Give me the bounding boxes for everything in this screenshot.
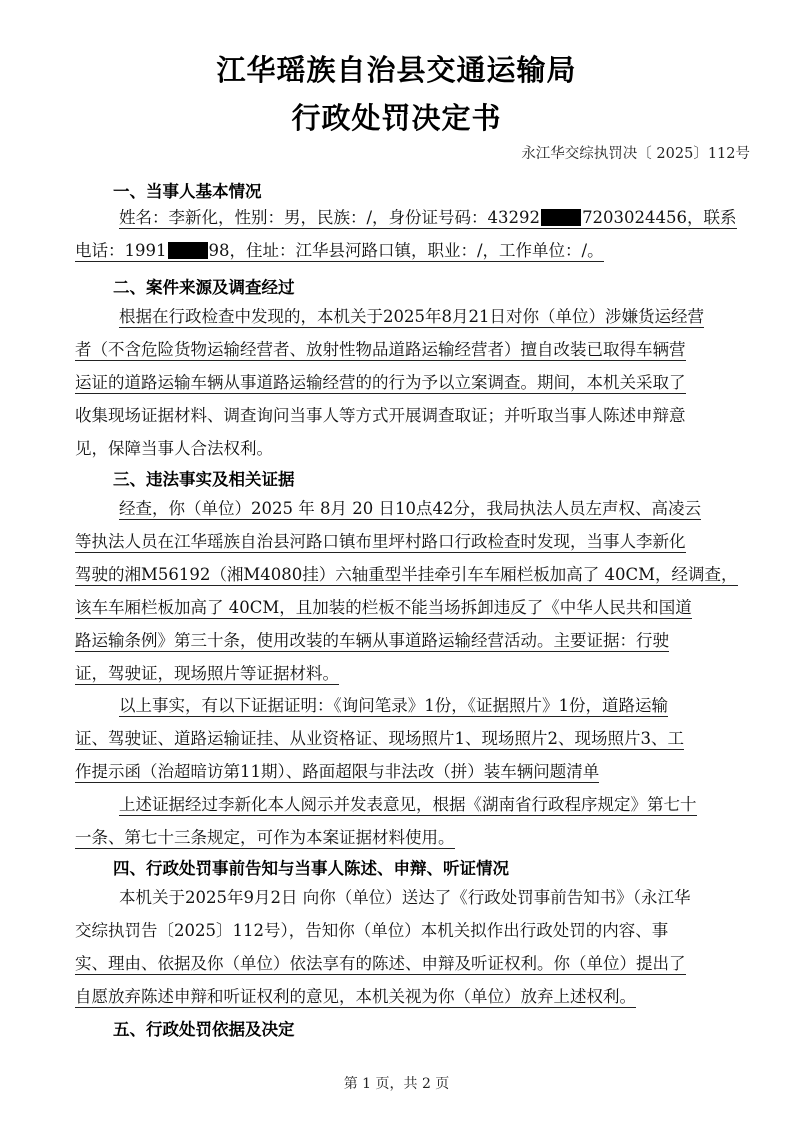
section-heading-facts-evidence: 三、违法事实及相关证据 — [113, 470, 295, 489]
notice-line: 交综执罚告〔2025〕112号），告知你（单位）本机关拟作出行政处罚的内容、事 — [75, 921, 669, 940]
facts-line: 该车车厢栏板加高了 40CM，且加装的栏板不能当场拆卸违反了《中华人民共和国道 — [75, 598, 692, 617]
facts-line: 经查，你（单位）2025 年 8月 20 日10点42分，我局执法人员左声权、高凌云 — [119, 499, 701, 518]
section-heading-prior-notice: 四、行政处罚事前告知与当事人陈述、申辩、听证情况 — [113, 859, 509, 878]
redaction-block — [168, 242, 208, 259]
case-source-line: 者（不含危险货物运输经营者、放射性物品道路运输经营者）擅自改装已取得车辆营 — [75, 340, 686, 359]
evidence-line: 一条、第七十三条规定，可作为本案证据材料使用。 — [75, 828, 455, 847]
case-source-line: 运证的道路运输车辆从事道路运输经营的的行为予以立案调查。期间，本机关采取了 — [75, 373, 686, 392]
redaction-block — [541, 209, 581, 226]
facts-line: 等执法人员在江华瑶族自治县河路口镇布里坪村路口行政检查时发现，当事人李新化 — [75, 532, 686, 551]
section-heading-case-source: 二、案件来源及调查经过 — [113, 278, 295, 297]
facts-line: 证，驾驶证，现场照片等证据材料。 — [75, 664, 339, 683]
facts-line: 路运输条例》第三十条，使用改装的车辆从事道路运输经营活动。主要证据：行驶 — [75, 631, 669, 650]
document-title: 江华瑶族自治县交通运输局 — [216, 53, 577, 87]
case-source-line: 见，保障当事人合法权利。 — [75, 439, 273, 458]
document-number: 永江华交综执罚决〔 2025〕112号 — [521, 146, 750, 162]
page-footer: 第 1 页，共 2 页 — [343, 1076, 450, 1092]
section-heading-party-info: 一、当事人基本情况 — [113, 182, 262, 201]
notice-line: 本机关于2025年9月2日 向你（单位）送达了《行政处罚事前告知书》（永江华 — [119, 888, 691, 907]
party-info-line-2: 电话：1991 98，住址：江华县河路口镇，职业：/，工作单位：/。 — [75, 241, 604, 260]
case-source-line: 收集现场证据材料、调查询问当事人等方式开展调查取证；并听取当事人陈述申辩意 — [75, 406, 686, 425]
party-info-line-1: 姓名：李新化，性别：男，民族：/，身份证号码：43292 7203024456，联系 — [119, 208, 737, 227]
evidence-line: 证、驾驶证、道路运输证挂、从业资格证、现场照片1、现场照片2、现场照片3、工 — [75, 729, 684, 748]
section-heading-basis-decision: 五、行政处罚依据及决定 — [113, 1020, 295, 1039]
evidence-line: 上述证据经过李新化本人阅示并发表意见，根据《湖南省行政程序规定》第七十 — [119, 795, 697, 814]
evidence-line: 以上事实，有以下证据证明：《询问笔录》1份，《证据照片》1份，道路运输 — [119, 696, 668, 715]
case-source-line: 根据在行政检查中发现的，本机关于2025年8月21日对你（单位）涉嫌货运经营 — [119, 307, 704, 326]
document-subtitle: 行政处罚决定书 — [291, 101, 502, 135]
facts-line: 驾驶的湘M56192（湘M4080挂）六轴重型半挂牵引车车厢栏板加高了 40CM，经调查， — [75, 565, 738, 584]
notice-line: 自愿放弃陈述申辩和听证权利的意见，本机关视为你（单位）放弃上述权利。 — [75, 987, 636, 1006]
evidence-line: 作提示函（治超暗访第11期）、路面超限与非法改（拼）装车辆问题清单 — [75, 762, 600, 781]
notice-line: 实、理由、依据及你（单位）依法享有的陈述、申辩及听证权利。你（单位）提出了 — [75, 954, 686, 973]
